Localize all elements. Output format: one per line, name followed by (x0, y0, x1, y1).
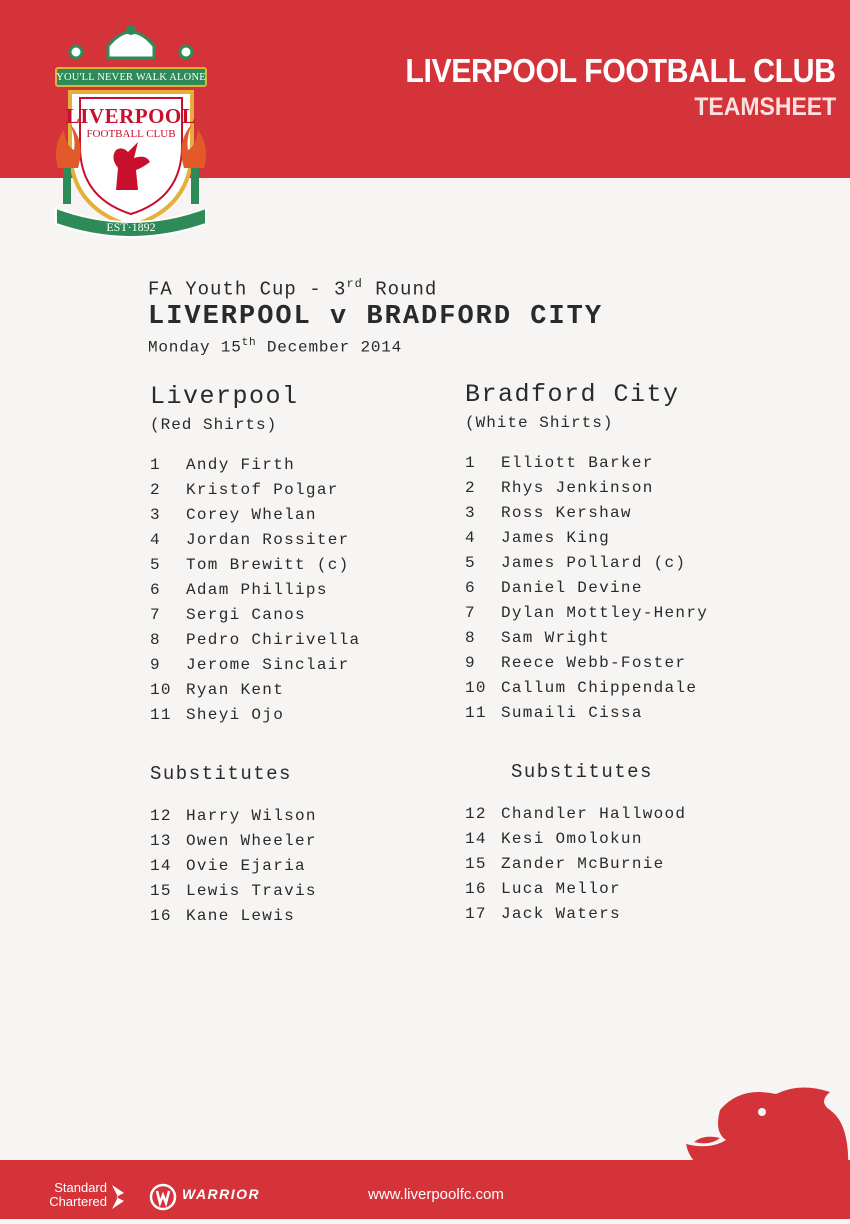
player-number: 15 (150, 882, 172, 900)
player-number: 7 (150, 606, 161, 624)
player-number: 16 (150, 907, 172, 925)
player-name: Ross Kershaw (501, 504, 632, 522)
home-team-shirts: (Red Shirts) (150, 416, 278, 434)
player-number: 8 (465, 629, 476, 647)
player-row (465, 855, 708, 880)
player-name: Lewis Travis (186, 882, 317, 900)
player-number: 14 (465, 830, 487, 848)
match-title: LIVERPOOL v BRADFORD CITY (148, 302, 604, 332)
player-row (465, 579, 708, 604)
date-day: Monday 15 (148, 338, 242, 357)
player-name: Sumaili Cissa (501, 704, 643, 722)
player-row (150, 882, 360, 907)
player-name: Kane Lewis (186, 907, 296, 925)
player-number: 8 (150, 631, 161, 649)
crest-established: EST·1892 (106, 220, 156, 234)
player-number: 4 (465, 529, 476, 547)
player-name: Elliott Barker (501, 454, 654, 472)
away-subs-title: Substitutes (511, 761, 653, 783)
player-number: 9 (150, 656, 161, 674)
player-name: Sheyi Ojo (186, 706, 285, 724)
player-name: Kesi Omolokun (501, 830, 643, 848)
player-row (465, 604, 708, 629)
player-name: Reece Webb-Foster (501, 654, 687, 672)
player-number: 3 (150, 506, 161, 524)
player-number: 7 (465, 604, 476, 622)
home-team-column (150, 382, 360, 932)
player-number: 5 (150, 556, 161, 574)
player-number: 10 (150, 681, 172, 699)
player-name: Andy Firth (186, 456, 296, 474)
away-team-column (465, 380, 708, 930)
away-starters-list (465, 454, 708, 729)
player-name: Harry Wilson (186, 807, 317, 825)
player-row (465, 905, 708, 930)
player-name: Jordan Rossiter (186, 531, 350, 549)
competition-title (148, 277, 437, 300)
player-name: Daniel Devine (501, 579, 643, 597)
player-row (150, 631, 360, 656)
player-name: Callum Chippendale (501, 679, 698, 697)
player-name: Dylan Mottley-Henry (501, 604, 709, 622)
warrior-icon (148, 1183, 178, 1216)
player-name: Pedro Chirivella (186, 631, 361, 649)
player-row (465, 830, 708, 855)
player-number: 11 (150, 706, 172, 724)
player-row (465, 529, 708, 554)
player-name: Jerome Sinclair (186, 656, 350, 674)
player-row (150, 807, 360, 832)
player-name: Zander McBurnie (501, 855, 665, 873)
player-name: Ovie Ejaria (186, 857, 306, 875)
sponsor-line-2: Chartered (49, 1194, 107, 1209)
player-row (465, 654, 708, 679)
player-number: 1 (465, 454, 476, 472)
player-row (465, 880, 708, 905)
player-row (150, 907, 360, 932)
competition-ordinal: rd (346, 277, 363, 291)
teamsheet-title: TEAMSHEET (694, 93, 836, 121)
home-subs-list (150, 807, 360, 932)
player-row (150, 832, 360, 857)
player-number: 12 (150, 807, 172, 825)
player-number: 2 (150, 481, 161, 499)
player-row (150, 706, 360, 731)
crest-motto: YOU'LL NEVER WALK ALONE (56, 72, 206, 83)
player-row (465, 679, 708, 704)
player-number: 10 (465, 679, 487, 697)
player-row (465, 704, 708, 729)
player-row (465, 554, 708, 579)
player-row (150, 481, 360, 506)
club-crest (46, 18, 216, 240)
player-row (465, 454, 708, 479)
away-subs-list (465, 805, 708, 930)
home-subs-title: Substitutes (150, 763, 292, 785)
player-row (150, 656, 360, 681)
player-name: Tom Brewitt (c) (186, 556, 350, 574)
home-starters-list (150, 456, 360, 731)
competition-text: FA Youth Cup - 3 (148, 278, 347, 301)
player-name: James Pollard (c) (501, 554, 687, 572)
player-number: 14 (150, 857, 172, 875)
player-name: Kristof Polgar (186, 481, 339, 499)
player-name: Corey Whelan (186, 506, 317, 524)
player-number: 4 (150, 531, 161, 549)
player-row (150, 556, 360, 581)
player-number: 15 (465, 855, 487, 873)
player-number: 17 (465, 905, 487, 923)
player-number: 11 (465, 704, 487, 722)
player-row (465, 504, 708, 529)
player-row (150, 606, 360, 631)
date-month-year: December 2014 (256, 338, 403, 357)
home-team-name: Liverpool (150, 382, 299, 411)
player-number: 5 (465, 554, 476, 572)
player-number: 1 (150, 456, 161, 474)
website-link[interactable]: www.liverpoolfc.com (368, 1186, 504, 1203)
player-row (150, 681, 360, 706)
player-row (465, 805, 708, 830)
player-number: 3 (465, 504, 476, 522)
date-ordinal: th (241, 337, 257, 349)
sponsor-line-1: Standard (54, 1180, 107, 1195)
player-name: Chandler Hallwood (501, 805, 687, 823)
match-date (148, 337, 402, 356)
player-name: Owen Wheeler (186, 832, 317, 850)
competition-round: Round (362, 278, 438, 301)
warrior-logo-text: WARRIOR (182, 1186, 261, 1202)
player-name: James King (501, 529, 611, 547)
crest-club-name: LIVERPOOL (65, 104, 197, 128)
player-name: Sam Wright (501, 629, 611, 647)
away-team-shirts: (White Shirts) (465, 414, 614, 432)
player-name: Sergi Canos (186, 606, 306, 624)
player-row (465, 479, 708, 504)
club-title: LIVERPOOL FOOTBALL CLUB (405, 52, 836, 89)
player-number: 12 (465, 805, 487, 823)
crest-club-subtitle: FOOTBALL CLUB (86, 128, 176, 140)
player-number: 2 (465, 479, 476, 497)
player-row (150, 581, 360, 606)
player-name: Ryan Kent (186, 681, 285, 699)
player-number: 16 (465, 880, 487, 898)
player-number: 13 (150, 832, 172, 850)
player-name: Rhys Jenkinson (501, 479, 654, 497)
player-row (150, 456, 360, 481)
player-name: Jack Waters (501, 905, 621, 923)
player-number: 6 (150, 581, 161, 599)
player-row (150, 531, 360, 556)
player-number: 9 (465, 654, 476, 672)
player-number: 6 (465, 579, 476, 597)
player-name: Adam Phillips (186, 581, 328, 599)
standard-chartered-icon (108, 1183, 128, 1216)
standard-chartered-logo (35, 1181, 107, 1209)
player-row (150, 506, 360, 531)
player-name: Luca Mellor (501, 880, 621, 898)
player-row (150, 857, 360, 882)
player-row (465, 629, 708, 654)
away-team-name: Bradford City (465, 380, 680, 409)
